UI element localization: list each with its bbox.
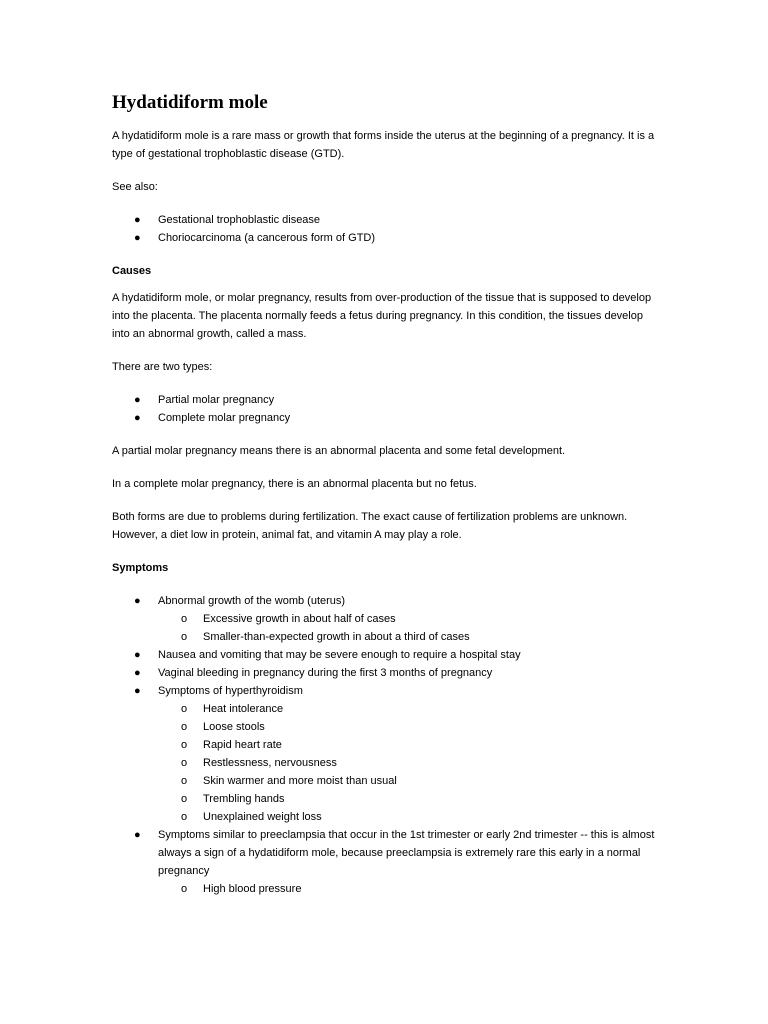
sub-list: [158, 880, 657, 898]
types-label: There are two types:: [112, 361, 213, 373]
sub-bullet-icon: o: [181, 631, 188, 643]
symptoms-list: [112, 592, 657, 898]
symptoms-heading: Symptoms: [112, 562, 169, 574]
sub-bullet-icon: o: [181, 793, 188, 805]
list-item: ● Partial molar pregnancy: [112, 391, 657, 409]
bullet-icon: ●: [134, 667, 141, 679]
sub-list-item: o Skin warmer and more moist than usual: [158, 772, 657, 790]
list-item: ● Complete molar pregnancy: [112, 409, 657, 427]
list-item: ● Symptoms similar to preeclampsia that occur in the 1st trimester or early 2nd trimester -- this is almost always a sign of a hydatidiform mole, because preeclampsia is extremely rare this early in a normal pregnancy o High blood pressure: [112, 826, 657, 898]
document-content: [112, 90, 657, 913]
sub-bullet-icon: o: [181, 757, 188, 769]
sub-list-item: o Unexplained weight loss: [158, 808, 657, 826]
types-list: [112, 391, 657, 427]
page-title: Hydatidiform mole: [112, 92, 268, 113]
bullet-icon: ●: [134, 214, 141, 226]
list-item: ● Gestational trophoblastic disease: [112, 211, 657, 229]
bullet-icon: ●: [134, 394, 141, 406]
sub-list-item: o Rapid heart rate: [158, 736, 657, 754]
sub-list: [158, 610, 657, 646]
list-item: ● Nausea and vomiting that may be severe enough to require a hospital stay: [112, 646, 657, 664]
sub-list-item: o Loose stools: [158, 718, 657, 736]
bullet-icon: ●: [134, 412, 141, 424]
see-also-list: [112, 211, 657, 247]
sub-bullet-icon: o: [181, 739, 188, 751]
complete-paragraph: In a complete molar pregnancy, there is an abnormal placenta but no fetus.: [112, 478, 477, 490]
sub-list-item: o Excessive growth in about half of cases: [158, 610, 657, 628]
sub-bullet-icon: o: [181, 811, 188, 823]
partial-paragraph: A partial molar pregnancy means there is an abnormal placenta and some fetal development.: [112, 445, 566, 457]
sub-bullet-icon: o: [181, 775, 188, 787]
intro-paragraph: A hydatidiform mole is a rare mass or growth that forms inside the uterus at the beginning of a pregnancy. It is a type of gestational trophoblastic disease (GTD).: [112, 130, 655, 160]
bullet-icon: ●: [134, 232, 141, 244]
sub-list-item: o Heat intolerance: [158, 700, 657, 718]
list-item: ● Vaginal bleeding in pregnancy during the first 3 months of pregnancy: [112, 664, 657, 682]
both-forms-paragraph: Both forms are due to problems during fertilization. The exact cause of fertilization problems are unknown. However, a diet low in protein, animal fat, and vitamin A may play a role.: [112, 511, 628, 541]
list-item: ● Symptoms of hyperthyroidism o Heat intolerance o Loose stools o Rapid heart rate o Restlessness, nervousness o Skin warmer and more moist than usual o Trembling hands o Unexplained weight loss: [112, 682, 657, 826]
sub-list-item: o Trembling hands: [158, 790, 657, 808]
sub-list-item: o Smaller-than-expected growth in about a third of cases: [158, 628, 657, 646]
list-item: ● Choriocarcinoma (a cancerous form of GTD): [112, 229, 657, 247]
sub-list: [158, 700, 657, 826]
sub-bullet-icon: o: [181, 721, 188, 733]
bullet-icon: ●: [134, 595, 141, 607]
sub-bullet-icon: o: [181, 883, 188, 895]
sub-list-item: o Restlessness, nervousness: [158, 754, 657, 772]
causes-heading: Causes: [112, 265, 152, 277]
sub-bullet-icon: o: [181, 703, 188, 715]
bullet-icon: ●: [134, 829, 141, 841]
list-item: ● Abnormal growth of the womb (uterus) o Excessive growth in about half of cases o Smaller-than-expected growth in about a third of cases: [112, 592, 657, 646]
bullet-icon: ●: [134, 685, 141, 697]
bullet-icon: ●: [134, 649, 141, 661]
sub-bullet-icon: o: [181, 613, 188, 625]
sub-list-item: o High blood pressure: [158, 880, 657, 898]
see-also-label: See also:: [112, 181, 158, 193]
causes-paragraph: A hydatidiform mole, or molar pregnancy, results from over-production of the tissue that is supposed to develop into the placenta. The placenta normally feeds a fetus during pregnancy. In this condition, the tissues develop into an abnormal growth, called a mass.: [112, 292, 652, 340]
